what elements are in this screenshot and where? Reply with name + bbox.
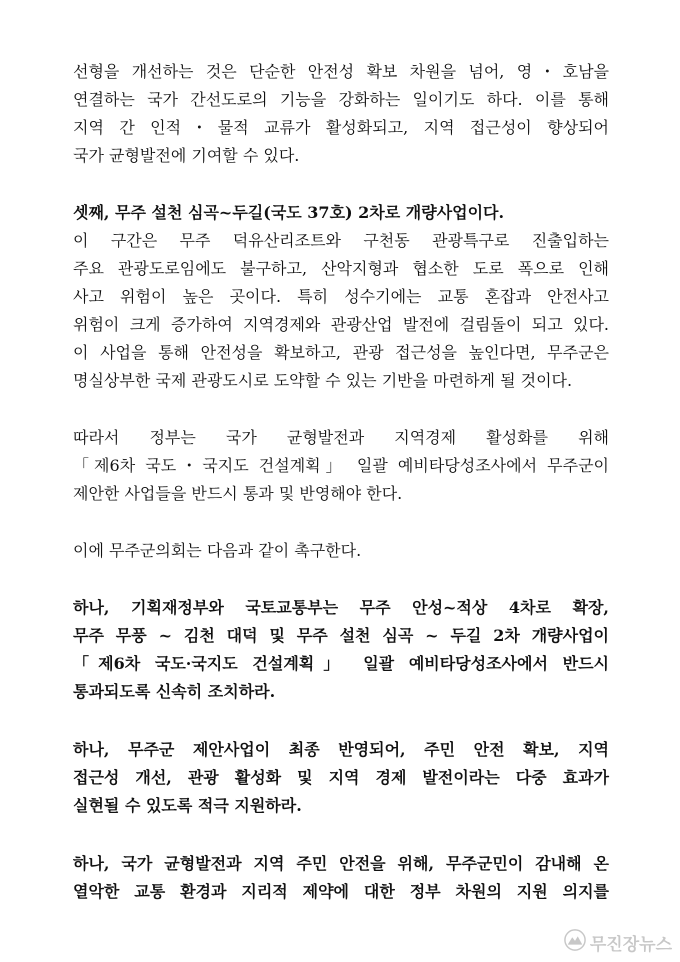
text-line: 명실상부한 국제 관광도시로 도약할 수 있는 기반을 마련하게 될 것이다.: [73, 371, 573, 390]
text-line: 통과되도록 신속히 조치하라.: [73, 682, 276, 701]
text-line: 하나, 국가 균형발전과 지역 주민 안전을 위해, 무주군민이 감내해 온: [73, 854, 609, 873]
watermark: [564, 929, 672, 956]
text-line: 주요 관광도로임에도 불구하고, 산악지형과 협소한 도로 폭으로 인해: [73, 259, 609, 278]
text-line: 무주 무풍 ~ 김천 대덕 및 무주 설천 심곡 ~ 두길 2차 개량사업이: [73, 626, 609, 645]
text-line: 위험이 크게 증가하여 지역경제와 관광산업 발전에 걸림돌이 되고 있다.: [73, 315, 609, 334]
text-line: 연결하는 국가 간선도로의 기능을 강화하는 일이기도 하다. 이를 통해: [73, 90, 609, 109]
text-line: 선형을 개선하는 것은 단순한 안전성 확보 차원을 넘어, 영・호남을: [73, 62, 609, 81]
paragraph-government-request: [73, 424, 609, 508]
paragraph-third-project-detail: [73, 227, 609, 395]
text-line: 이 사업을 통해 안전성을 확보하고, 관광 접근성을 높인다면, 무주군은: [73, 343, 609, 362]
text-line: 「제6차 국도・국지도 건설계획」 일괄 예비타당성조사에서 무주군이: [73, 456, 609, 475]
mountain-logo-icon: [564, 929, 586, 956]
text-line: 접근성 개선, 관광 활성화 및 지역 경제 발전이라는 다중 효과가: [73, 768, 609, 787]
text-line: 이 구간은 무주 덕유산리조트와 구천동 관광특구로 진출입하는: [73, 231, 609, 250]
resolution-item-3: [73, 850, 609, 906]
text-line: 이에 무주군의회는 다음과 같이 촉구한다.: [73, 541, 362, 560]
paragraph-council-urges: [73, 537, 609, 565]
text-line: 하나, 무주군 제안사업이 최종 반영되어, 주민 안전 확보, 지역: [73, 740, 609, 759]
heading-third-project: [73, 199, 609, 227]
document-body: [73, 58, 609, 906]
text-line: 사고 위험이 높은 곳이다. 특히 성수기에는 교통 혼잡과 안전사고: [73, 287, 609, 306]
text-line: 국가 균형발전에 기여할 수 있다.: [73, 146, 300, 165]
text-line: 제안한 사업들을 반드시 통과 및 반영해야 한다.: [73, 484, 403, 503]
text-line: 실현될 수 있도록 적극 지원하라.: [73, 796, 302, 815]
paragraph-intro-continuation: [73, 58, 609, 170]
resolution-item-2: [73, 736, 609, 820]
text-line: 따라서 정부는 국가 균형발전과 지역경제 활성화를 위해: [73, 428, 609, 447]
resolution-item-1: [73, 594, 609, 706]
heading-line: 셋째, 무주 설천 심곡~두길(국도 37호) 2차로 개량사업이다.: [73, 203, 505, 222]
text-line: 열악한 교통 환경과 지리적 제약에 대한 정부 차원의 지원 의지를: [73, 882, 609, 901]
text-line: 지역 간 인적・물적 교류가 활성화되고, 지역 접근성이 향상되어: [73, 118, 609, 137]
watermark-text: 무진장뉴스: [589, 935, 672, 955]
text-line: 「제6차 국도·국지도 건설계획」 일괄 예비타당성조사에서 반드시: [73, 654, 609, 673]
text-line: 하나, 기획재정부와 국토교통부는 무주 안성~적상 4차로 확장,: [73, 598, 609, 617]
